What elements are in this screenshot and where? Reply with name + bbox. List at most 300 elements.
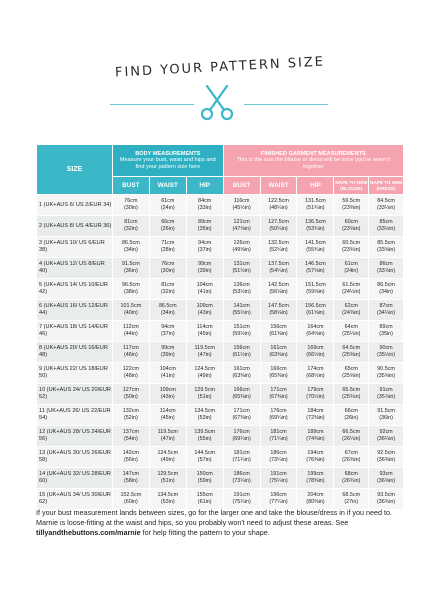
metric-value: 85cm <box>379 219 393 226</box>
measurement-cell <box>260 363 297 384</box>
imperial-value: (24in) <box>344 268 359 274</box>
size-label: 2 (UK+AUS 8/ US 4/EUR 36) <box>37 216 113 237</box>
metric-value: 81cm <box>161 282 175 289</box>
imperial-value: (25⅝in) <box>342 373 361 379</box>
metric-value: 60cm <box>344 219 358 226</box>
metric-value: 169cm <box>307 345 324 352</box>
measurement-cell <box>223 363 260 384</box>
metric-value: 92cm <box>379 429 393 436</box>
metric-value: 62cm <box>344 303 358 310</box>
imperial-value: (32in) <box>160 289 175 295</box>
measurement-cell <box>334 216 369 237</box>
measurement-cell <box>149 447 186 468</box>
metric-value: 186cm <box>270 450 287 457</box>
measurement-cell <box>334 321 369 342</box>
metric-value: 68.5cm <box>342 492 361 499</box>
metric-value: 147.5cm <box>268 303 289 310</box>
imperial-value: (75¼in) <box>269 478 288 484</box>
metric-value: 86.5cm <box>158 303 177 310</box>
measurement-cell <box>260 216 297 237</box>
imperial-value: (55¾in) <box>306 247 325 253</box>
metric-value: 76cm <box>161 261 175 268</box>
imperial-value: (30in) <box>123 205 138 211</box>
metric-value: 65.5cm <box>342 387 361 394</box>
measurement-cell <box>260 447 297 468</box>
metric-value: 129.5cm <box>194 387 216 394</box>
measurement-cell <box>149 300 186 321</box>
size-label: 10 (UK+AUS 24/ US 20/EUR 52) <box>37 384 113 405</box>
measurement-cell <box>297 468 334 489</box>
metric-value: 156.5cm <box>305 303 326 310</box>
metric-value: 71cm <box>161 240 175 247</box>
metric-value: 93cm <box>379 471 393 478</box>
imperial-value: (50¼in) <box>269 226 288 232</box>
metric-value: 90cm <box>379 345 393 352</box>
measurement-cell <box>186 195 223 216</box>
measurement-cell <box>334 279 369 300</box>
metric-value: 127cm <box>122 387 139 394</box>
metric-value: 66cm <box>344 408 358 415</box>
measurement-cell <box>369 195 404 216</box>
imperial-value: (67⅜in) <box>269 394 288 400</box>
metric-value: 99cm <box>161 345 175 352</box>
measurement-cell <box>297 426 334 447</box>
metric-value: 93.5cm <box>377 492 395 499</box>
imperial-value: (63⅜in) <box>269 352 288 358</box>
measurement-cell <box>297 321 334 342</box>
imperial-value: (52¼in) <box>269 247 288 253</box>
measurement-cell <box>223 300 260 321</box>
table-row <box>37 216 404 237</box>
measurement-cell <box>297 342 334 363</box>
imperial-value: (34in) <box>123 247 138 253</box>
col-body-bust: BUST <box>112 177 149 195</box>
size-label: 14 (UK+AUS 32/ US 28/EUR 60) <box>37 468 113 489</box>
size-label: 13 (UK+AUS 30/ US 26/EUR 58) <box>37 447 113 468</box>
metric-value: 91.5cm <box>122 261 140 268</box>
imperial-value: (25⅜in) <box>342 352 361 358</box>
metric-value: 67cm <box>344 450 358 457</box>
imperial-value: (54in) <box>123 436 138 442</box>
measurement-cell <box>369 321 404 342</box>
metric-value: 86.5cm <box>122 240 140 247</box>
measurement-cell <box>297 195 334 216</box>
metric-value: 84cm <box>198 198 212 205</box>
measurement-cell <box>334 426 369 447</box>
measurement-cell <box>112 363 149 384</box>
fitting-note <box>36 508 408 538</box>
measurement-cell <box>260 321 297 342</box>
measurement-cell <box>112 405 149 426</box>
metric-value: 137.5cm <box>268 261 289 268</box>
imperial-value: (24in) <box>160 205 175 211</box>
metric-value: 156cm <box>270 324 287 331</box>
measurement-cell <box>369 426 404 447</box>
imperial-value: (74⅜in) <box>306 436 325 442</box>
measurement-cell <box>334 468 369 489</box>
metric-value: 76cm <box>124 198 138 205</box>
measurement-cell <box>149 363 186 384</box>
imperial-value: (53in) <box>197 415 212 421</box>
imperial-value: (75¼in) <box>232 499 251 505</box>
metric-value: 91cm <box>379 387 393 394</box>
metric-value: 126cm <box>233 240 250 247</box>
imperial-value: (36¼in) <box>376 436 396 442</box>
imperial-value: (70½in) <box>306 394 325 400</box>
metric-value: 161cm <box>233 366 250 373</box>
measurement-cell <box>149 195 186 216</box>
measurement-cell <box>260 468 297 489</box>
measurement-cell <box>112 342 149 363</box>
imperial-value: (73¼in) <box>232 478 251 484</box>
table-row <box>37 489 404 510</box>
metric-value: 119.5cm <box>157 429 178 436</box>
measurement-cell <box>223 489 260 510</box>
imperial-value: (47in) <box>160 436 175 442</box>
metric-value: 92.5cm <box>377 450 395 457</box>
imperial-value: (51¾in) <box>306 205 325 211</box>
table-row <box>37 237 404 258</box>
imperial-value: (57⅝in) <box>306 268 325 274</box>
col-nape-hem-blouse: NAPE TO HEM (BLOUSE) <box>334 177 369 195</box>
measurement-cell <box>112 384 149 405</box>
metric-value: 96.5cm <box>122 282 140 289</box>
metric-value: 142.5cm <box>268 282 289 289</box>
body-title: BODY MEASUREMENTS <box>135 150 201 157</box>
measurement-cell <box>223 258 260 279</box>
imperial-value: (37in) <box>160 331 175 337</box>
imperial-value: (65⅜in) <box>269 373 288 379</box>
metric-value: 117cm <box>122 345 139 352</box>
imperial-value: (68½in) <box>306 373 325 379</box>
measurement-cell <box>112 279 149 300</box>
measurement-cell <box>223 342 260 363</box>
size-label: 4 (UK+AUS 12/ US 8/EUR 40) <box>37 258 113 279</box>
size-table <box>36 144 404 510</box>
size-chart <box>36 144 404 510</box>
metric-value: 189cm <box>307 429 324 436</box>
metric-value: 181cm <box>233 450 250 457</box>
measurement-cell <box>186 447 223 468</box>
table-row <box>37 258 404 279</box>
page-header <box>0 52 440 124</box>
imperial-value: (35⅞in) <box>376 394 396 400</box>
imperial-value: (26in) <box>344 415 359 421</box>
metric-value: 136cm <box>233 282 250 289</box>
measurement-cell <box>149 258 186 279</box>
imperial-value: (59½in) <box>232 331 251 337</box>
measurement-cell <box>334 405 369 426</box>
imperial-value: (25¼in) <box>342 331 361 337</box>
metric-value: 155cm <box>196 492 213 499</box>
size-label: 6 (UK+AUS 16/ US 12/EUR 44) <box>37 300 113 321</box>
finished-subtitle: This is the size the blouse or dress will be once you've sewn it together <box>236 157 391 170</box>
measurement-cell <box>260 279 297 300</box>
imperial-value: (45½in) <box>232 205 251 211</box>
metric-value: 122.5cm <box>268 198 289 205</box>
imperial-value: (48¼in) <box>269 205 288 211</box>
size-label: 12 (UK+AUS 28/ US 24/EUR 56) <box>37 426 113 447</box>
imperial-value: (77¼in) <box>269 499 288 505</box>
imperial-value: (72⅜in) <box>306 415 325 421</box>
imperial-value: (51in) <box>197 394 212 400</box>
measurement-cell <box>186 237 223 258</box>
measurement-cell <box>260 300 297 321</box>
measurement-cell <box>149 426 186 447</box>
imperial-value: (45in) <box>160 415 175 421</box>
measurement-cell <box>260 195 297 216</box>
imperial-value: (53¾in) <box>306 226 325 232</box>
metric-value: 191cm <box>233 492 250 499</box>
measurement-cell <box>186 468 223 489</box>
measurement-cell <box>149 405 186 426</box>
imperial-value: (50in) <box>123 394 138 400</box>
measurement-cell <box>334 237 369 258</box>
imperial-value: (69¼in) <box>232 436 251 442</box>
metric-value: 144.5cm <box>194 450 216 457</box>
metric-value: 166cm <box>270 366 287 373</box>
imperial-value: (56⅛in) <box>269 289 288 295</box>
metric-value: 156cm <box>233 345 250 352</box>
metric-value: 171cm <box>233 408 250 415</box>
measurement-cell <box>112 300 149 321</box>
body-measurements-header <box>112 145 223 177</box>
body-subtitle: Measure your bust, waist and hips and find your pattern size here <box>119 157 216 170</box>
imperial-value: (35⅝in) <box>376 373 396 379</box>
metric-value: 174cm <box>307 366 324 373</box>
metric-value: 114cm <box>159 408 176 415</box>
imperial-value: (55in) <box>197 436 212 442</box>
metric-value: 131.5cm <box>305 198 326 205</box>
imperial-value: (71¼in) <box>269 436 288 442</box>
measurement-cell <box>186 405 223 426</box>
measurement-cell <box>149 384 186 405</box>
metric-value: 122cm <box>122 366 139 373</box>
metric-value: 60.5cm <box>342 240 361 247</box>
imperial-value: (53in) <box>160 499 175 505</box>
imperial-value: (63⅜in) <box>232 373 251 379</box>
measurement-cell <box>186 258 223 279</box>
metric-value: 151.5cm <box>305 282 326 289</box>
metric-value: 199cm <box>307 471 324 478</box>
imperial-value: (33⅝in) <box>376 247 396 253</box>
metric-value: 152.5cm <box>120 492 142 499</box>
imperial-value: (49⅝in) <box>232 247 251 253</box>
metric-value: 89cm <box>198 219 212 226</box>
measurement-cell <box>260 258 297 279</box>
metric-value: 109cm <box>159 387 176 394</box>
imperial-value: (61in) <box>197 499 212 505</box>
note-text-after: for help fitting the pattern to your shape. <box>140 528 270 537</box>
metric-value: 194cm <box>307 450 324 457</box>
measurement-cell <box>260 342 297 363</box>
measurement-cell <box>369 405 404 426</box>
imperial-value: (23⅜in) <box>342 205 361 211</box>
metric-value: 150cm <box>196 471 213 478</box>
imperial-value: (23⅝in) <box>342 226 361 232</box>
imperial-value: (61⅜in) <box>269 331 288 337</box>
size-header: SIZE <box>37 145 113 195</box>
metric-value: 89cm <box>379 324 393 331</box>
metric-value: 68cm <box>344 471 358 478</box>
imperial-value: (36in) <box>123 268 138 274</box>
metric-value: 184cm <box>307 408 324 415</box>
imperial-value: (67⅜in) <box>232 415 251 421</box>
imperial-value: (33¼in) <box>376 205 396 211</box>
table-row <box>37 447 404 468</box>
imperial-value: (49in) <box>197 373 212 379</box>
measurement-cell <box>112 489 149 510</box>
measurement-cell <box>334 300 369 321</box>
imperial-value: (76⅜in) <box>306 457 325 463</box>
measurement-cell <box>369 300 404 321</box>
measurement-cell <box>112 468 149 489</box>
imperial-value: (36¾in) <box>376 499 396 505</box>
imperial-value: (35in) <box>379 331 393 337</box>
metric-value: 94cm <box>161 324 175 331</box>
metric-value: 166cm <box>233 387 250 394</box>
measurement-cell <box>149 489 186 510</box>
metric-value: 114cm <box>196 324 213 331</box>
metric-value: 61cm <box>344 261 358 268</box>
imperial-value: (54¼in) <box>269 268 288 274</box>
imperial-value: (36⅝in) <box>376 478 396 484</box>
measurement-cell <box>186 384 223 405</box>
metric-value: 151cm <box>233 324 250 331</box>
table-body <box>37 195 404 510</box>
metric-value: 142cm <box>122 450 139 457</box>
measurement-cell <box>186 300 223 321</box>
metric-value: 161cm <box>270 345 287 352</box>
table-row <box>37 300 404 321</box>
imperial-value: (25¾in) <box>342 394 361 400</box>
metric-value: 90.5cm <box>377 366 395 373</box>
imperial-value: (23¾in) <box>342 247 361 253</box>
table-row <box>37 342 404 363</box>
imperial-value: (58⅛in) <box>269 310 288 316</box>
imperial-value: (33in) <box>197 205 212 211</box>
finished-measurements-header <box>223 145 403 177</box>
measurement-cell <box>334 363 369 384</box>
measurement-cell <box>223 195 260 216</box>
imperial-value: (66½in) <box>306 352 325 358</box>
metric-value: 136.5cm <box>305 219 326 226</box>
metric-value: 186cm <box>233 471 250 478</box>
measurement-cell <box>260 384 297 405</box>
imperial-value: (34in) <box>160 310 175 316</box>
measurement-cell <box>260 489 297 510</box>
measurement-cell <box>186 279 223 300</box>
measurement-cell <box>297 258 334 279</box>
metric-value: 84.5cm <box>377 198 395 205</box>
metric-value: 109cm <box>196 303 213 310</box>
size-label: 8 (UK+AUS 20/ US 16/EUR 48) <box>37 342 113 363</box>
metric-value: 141cm <box>233 303 250 310</box>
measurement-cell <box>297 384 334 405</box>
metric-value: 124.5cm <box>194 366 216 373</box>
measurement-cell <box>334 258 369 279</box>
pattern-link[interactable]: tillyandthebuttons.com/marnie <box>36 528 141 537</box>
col-finished-hip: HIP <box>297 177 334 195</box>
col-finished-bust: BUST <box>223 177 260 195</box>
measurement-cell <box>260 405 297 426</box>
measurement-cell <box>369 447 404 468</box>
measurement-cell <box>112 447 149 468</box>
metric-value: 131cm <box>233 261 250 268</box>
measurement-cell <box>223 447 260 468</box>
imperial-value: (37in) <box>197 247 212 253</box>
imperial-value: (30in) <box>160 268 175 274</box>
measurement-cell <box>223 384 260 405</box>
imperial-value: (41in) <box>197 289 212 295</box>
measurement-cell <box>334 195 369 216</box>
measurement-cell <box>149 321 186 342</box>
imperial-value: (47in) <box>197 352 212 358</box>
imperial-value: (28in) <box>160 247 175 253</box>
metric-value: 61.5cm <box>342 282 361 289</box>
metric-value: 81cm <box>124 219 138 226</box>
measurement-cell <box>149 216 186 237</box>
metric-value: 191cm <box>270 471 287 478</box>
metric-value: 147cm <box>122 471 139 478</box>
imperial-value: (41in) <box>160 373 175 379</box>
measurement-cell <box>334 342 369 363</box>
metric-value: 94cm <box>198 240 212 247</box>
metric-value: 87cm <box>379 303 393 310</box>
size-label: 7 (UK+AUS 18/ US 14/EUR 46) <box>37 321 113 342</box>
measurement-cell <box>112 321 149 342</box>
metric-value: 176cm <box>233 429 250 436</box>
measurement-cell <box>186 342 223 363</box>
imperial-value: (51in) <box>160 478 175 484</box>
imperial-value: (45in) <box>197 331 212 337</box>
metric-value: 124.5cm <box>157 450 179 457</box>
metric-value: 164cm <box>307 324 324 331</box>
measurement-cell <box>369 342 404 363</box>
imperial-value: (26in) <box>160 226 175 232</box>
col-nape-hem-dress: NAPE TO HEM (DRESS) <box>369 177 404 195</box>
table-row <box>37 363 404 384</box>
finished-title: FINISHED GARMENT MEASUREMENTS <box>260 150 366 157</box>
measurement-cell <box>369 384 404 405</box>
col-finished-waist: WAIST <box>260 177 297 195</box>
measurement-cell <box>186 426 223 447</box>
imperial-value: (38in) <box>123 289 138 295</box>
imperial-value: (52in) <box>123 415 138 421</box>
size-label: 15 (UK+AUS 34/ US 30/EUR 62) <box>37 489 113 510</box>
measurement-cell <box>223 216 260 237</box>
table-row <box>37 426 404 447</box>
measurement-cell <box>369 216 404 237</box>
measurement-cell <box>223 279 260 300</box>
size-label: 1 (UK+AUS 6/ US 2/EUR 34) <box>37 195 113 216</box>
divider-left <box>110 104 194 105</box>
imperial-value: (73¼in) <box>269 457 288 463</box>
imperial-value: (33½in) <box>376 226 396 232</box>
measurement-cell <box>149 342 186 363</box>
measurement-cell <box>369 258 404 279</box>
col-body-hip: HIP <box>186 177 223 195</box>
imperial-value: (24⅜in) <box>342 310 361 316</box>
note-text: If your bust measurement lands between sizes, go for the larger one and take the blouse/dress in if you need to. Marnie is loose-fitting at the waist and hips, so you probably won't need to adjust these areas. See <box>36 508 392 527</box>
imperial-value: (56in) <box>123 457 138 463</box>
page-title: FIND YOUR PATTERN SIZE <box>114 54 326 81</box>
measurement-cell <box>297 405 334 426</box>
divider-right <box>244 104 328 105</box>
imperial-value: (57in) <box>197 457 212 463</box>
metric-value: 99cm <box>198 261 212 268</box>
measurement-cell <box>369 363 404 384</box>
